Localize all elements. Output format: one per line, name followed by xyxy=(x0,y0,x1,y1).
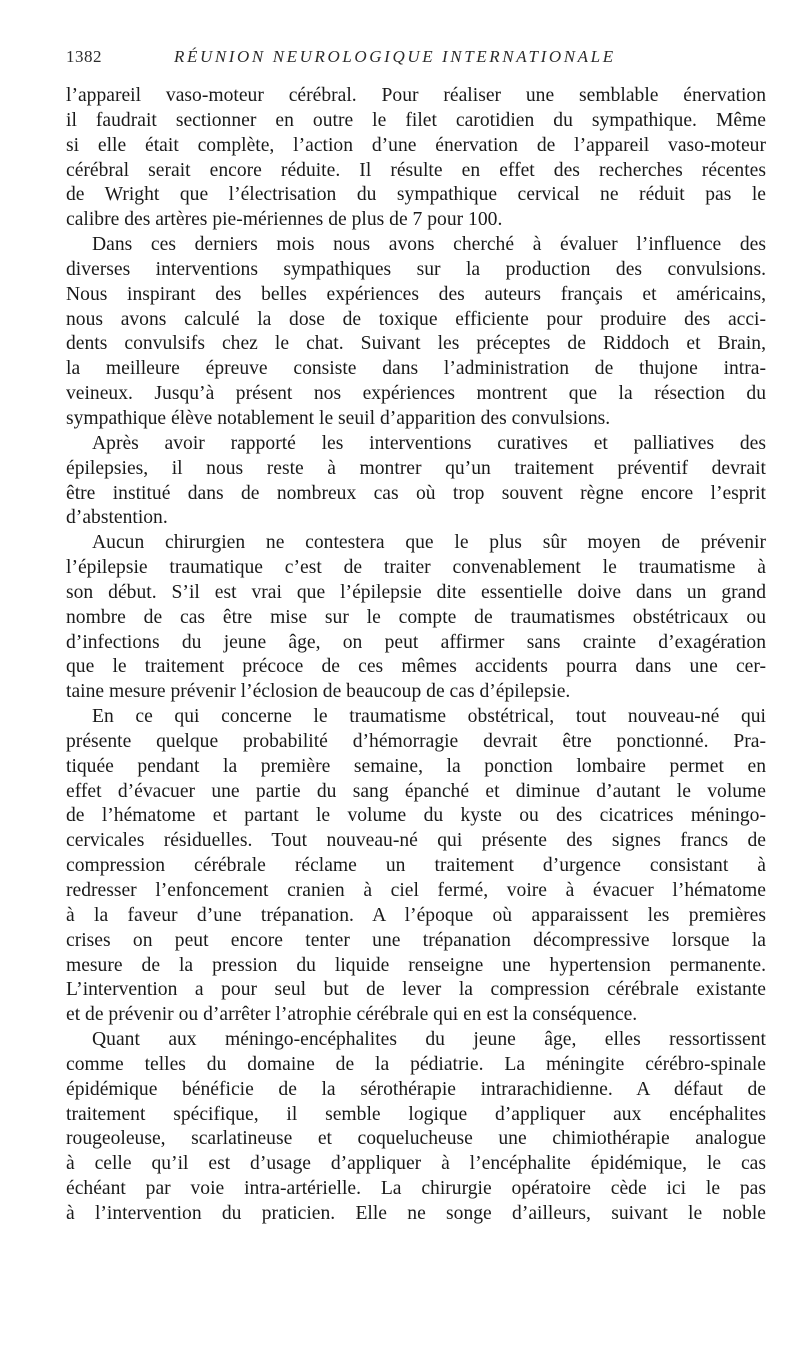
text-line: redresser l’enfoncement cranien à ciel fermé, voire à évacuer l’hématome xyxy=(66,880,766,901)
text-line: rougeoleuse, scarlatineuse et coquelucheuse une chimiothérapie analogue xyxy=(66,1128,766,1150)
text-line: Nous inspirant des belles expériences des auteurs français et américains, xyxy=(66,283,766,305)
text-line: dents convulsifs chez le chat. Suivant les préceptes de Riddoch et Brain, xyxy=(66,333,766,355)
text-line: il faudrait sectionner en outre le filet carotidien du sympathique. Même xyxy=(66,109,766,131)
text-line: diverses interventions sympathiques sur la production des convulsions. xyxy=(66,258,766,280)
text-line: comme telles du domaine de la pédiatrie. La méningite cérébro-spinale xyxy=(66,1053,766,1075)
text-line: cervicales résiduelles. Tout nouveau-né qui présente des signes francs de xyxy=(66,830,766,852)
text-line: compression cérébrale réclame un traitement d’urgence consistant à xyxy=(66,855,766,877)
text-line: de l’hématome et partant le volume du kyste ou des cicatrices méningo- xyxy=(66,805,766,827)
text-line: de Wright que l’électrisation du sympathique cervical ne réduit pas le xyxy=(66,184,766,206)
text-line: effet d’évacuer une partie du sang épanché et diminue d’autant le volume xyxy=(66,780,766,802)
text-line: que le traitement précoce de ces mêmes accidents pourra dans une cer- xyxy=(66,656,766,678)
text-line: présente quelque probabilité d’hémorragie devrait être ponctionné. Pra- xyxy=(66,730,766,752)
text-line: Quant aux méningo-encéphalites du jeune âge, elles ressortissent xyxy=(92,1029,766,1051)
text-line: épilepsies, il nous reste à montrer qu’un traitement préventif devrait xyxy=(66,457,766,479)
text-line: échéant par voie intra-artérielle. La chirurgie opératoire cède ici le pas xyxy=(66,1178,766,1200)
text-line: L’intervention a pour seul but de lever la compression cérébrale existante xyxy=(66,979,766,1001)
text-line: Dans ces derniers mois nous avons cherché à évaluer l’influence des xyxy=(92,234,766,256)
text-line: En ce qui concerne le traumatisme obstétrical, tout nouveau-né qui xyxy=(92,706,766,728)
text-line: nous avons calculé la dose de toxique efficiente pour produire des acci- xyxy=(66,308,766,330)
text-line: Aucun chirurgien ne contestera que le plus sûr moyen de prévenir xyxy=(92,532,766,554)
text-line: et de prévenir ou d’arrêter l’atrophie cérébrale qui en est la conséquence. xyxy=(66,1004,638,1026)
running-title: RÉUNION NEUROLOGIQUE INTERNATIONALE xyxy=(174,47,616,66)
text-line: à la faveur d’une trépanation. A l’époque où apparaissent les premières xyxy=(66,904,766,926)
text-line: son début. S’il est vrai que l’épilepsie dite essentielle doive dans un grand xyxy=(66,581,766,603)
text-line: traitement spécifique, il semble logique d’appliquer aux encéphalites xyxy=(66,1103,766,1125)
running-head xyxy=(66,47,766,73)
text-line: la meilleure épreuve consiste dans l’administration de thujone intra- xyxy=(66,358,766,380)
text-line: taine mesure prévenir l’éclosion de beaucoup de cas d’épilepsie. xyxy=(66,681,571,703)
text-line: à celle qu’il est d’usage d’appliquer à l’encéphalite épidémique, le cas xyxy=(66,1153,766,1175)
text-line: épidémique bénéficie de la sérothérapie intrarachidienne. A défaut de xyxy=(66,1078,766,1100)
text-line: d’infections du jeune âge, on peut affirmer sans crainte d’exagération xyxy=(66,631,766,653)
text-line: l’appareil vaso-moteur cérébral. Pour réaliser une semblable énervation xyxy=(66,85,766,106)
text-line: Après avoir rapporté les interventions curatives et palliatives des xyxy=(92,432,766,454)
text-line: d’abstention. xyxy=(66,507,168,529)
text-line: nombre de cas être mise sur le compte de traumatismes obstétricaux ou xyxy=(66,606,766,628)
text-line: l’épilepsie traumatique c’est de traiter convenablement le traumatisme à xyxy=(66,557,766,579)
text-line: sympathique élève notablement le seuil d’apparition des convulsions. xyxy=(66,407,611,429)
text-line: cérébral serait encore réduite. Il résulte en effet des recherches récentes xyxy=(66,159,766,181)
text-line: être institué dans de nombreux cas où trop souvent règne encore l’esprit xyxy=(66,482,766,504)
text-line: à l’intervention du praticien. Elle ne songe d’ailleurs, suivant le noble xyxy=(66,1202,766,1224)
text-line: crises on peut encore tenter une trépanation décompressive lorsque la xyxy=(66,929,766,951)
text-line: mesure de la pression du liquide renseigne une hypertension permanente. xyxy=(66,954,766,976)
text-line: tiquée pendant la première semaine, la ponction lombaire permet en xyxy=(66,755,766,777)
text-line: si elle était complète, l’action d’une énervation de l’appareil vaso-moteur xyxy=(66,134,766,156)
text-line: calibre des artères pie-mériennes de plus de 7 pour 100. xyxy=(66,209,503,231)
page-number: 1382 xyxy=(66,47,102,66)
text-line: veineux. Jusqu’à présent nos expériences montrent que la résection du xyxy=(66,383,766,405)
body-text xyxy=(66,84,766,1227)
